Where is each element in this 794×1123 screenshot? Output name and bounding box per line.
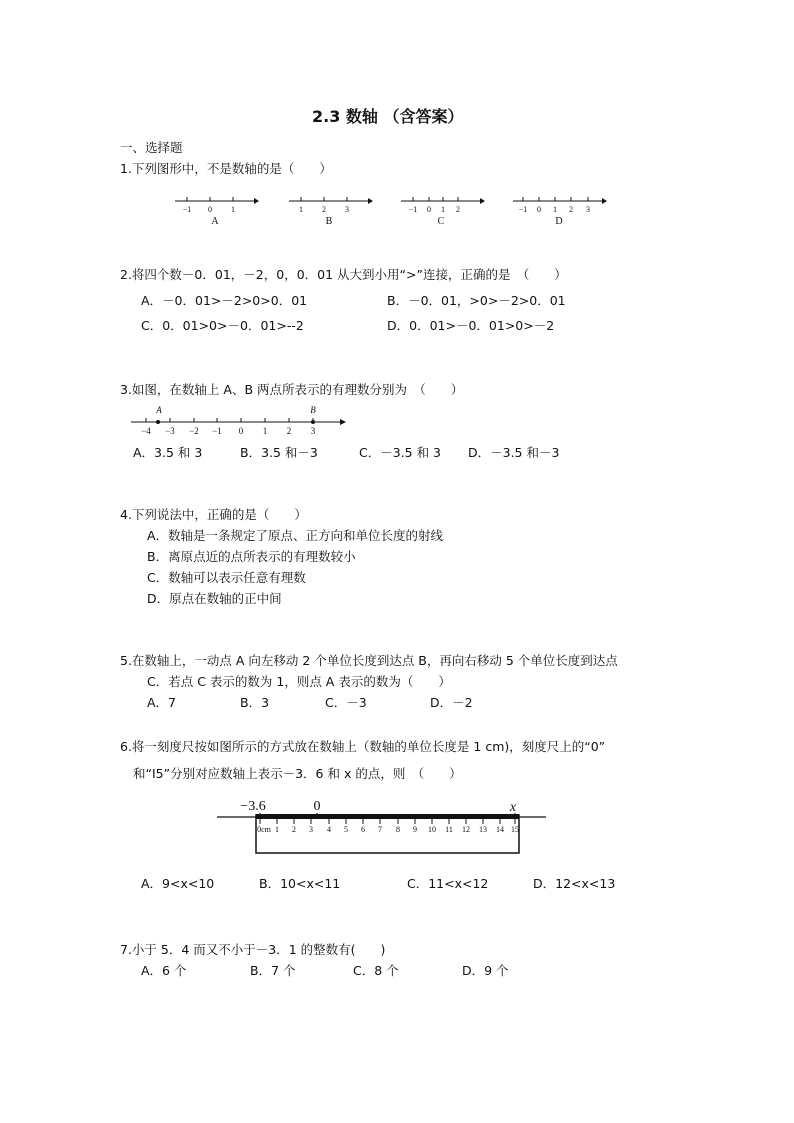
q6-stem-line1: 6.将一刻度尺按如图所示的方式放在数轴上（数轴的单位长度是 1 cm)，刻度尺上的“0” bbox=[120, 739, 606, 754]
ruler-mark: 14 bbox=[496, 825, 504, 834]
q1b-tick: 1 bbox=[299, 205, 303, 214]
q3-option-c: C．－3.5 和 3 bbox=[359, 445, 442, 460]
ruler-mark: 5 bbox=[344, 825, 348, 834]
q3-stem: 3.如图，在数轴上 A、B 两点所表示的有理数分别为 （ ） bbox=[120, 382, 464, 397]
q4-option-a: A．数轴是一条规定了原点、正方向和单位长度的射线 bbox=[147, 528, 444, 543]
q7-option-c: C．8 个 bbox=[353, 963, 399, 978]
q3-tick: −1 bbox=[212, 426, 222, 436]
q1d-tick: −1 bbox=[518, 205, 528, 214]
q1-figure-a bbox=[170, 192, 260, 228]
q1-figure-d bbox=[510, 192, 610, 228]
point-a-marker bbox=[156, 420, 160, 424]
q1d-label: D bbox=[555, 216, 563, 227]
q1d-tick: 1 bbox=[553, 205, 557, 214]
ruler-mark: 12 bbox=[462, 825, 470, 834]
q7-stem: 7.小于 5．4 而又不小于－3．1 的整数有( ) bbox=[120, 942, 386, 957]
q3-option-b: B．3.5 和－3 bbox=[240, 445, 318, 460]
q1a-tick: 1 bbox=[231, 205, 235, 214]
q6-option-b: B．10<x<11 bbox=[259, 876, 341, 891]
q1-stem: 1.下列图形中，不是数轴的是（ ） bbox=[120, 161, 332, 176]
q3-tick: 2 bbox=[286, 426, 292, 436]
q3-option-d: D．－3.5 和－3 bbox=[468, 445, 560, 460]
q1a-tick: 0 bbox=[208, 205, 212, 214]
q5-option-c: C．－3 bbox=[325, 695, 367, 710]
ruler-mark: 9 bbox=[413, 825, 417, 834]
q1b-tick: 2 bbox=[322, 205, 326, 214]
q6-option-c: C．11<x<12 bbox=[407, 876, 489, 891]
ruler-mark: 11 bbox=[445, 825, 453, 834]
q3-number-line bbox=[128, 403, 353, 439]
q1-figure-b bbox=[286, 192, 376, 228]
ruler-mark: 4 bbox=[327, 825, 331, 834]
q6-ruler-figure bbox=[215, 796, 550, 858]
q1-figure-c bbox=[398, 192, 488, 228]
q5-option-a: A．7 bbox=[147, 695, 177, 710]
q1d-tick: 3 bbox=[586, 205, 590, 214]
q2-option-c: C．0．01>0>－0．01>--2 bbox=[141, 318, 304, 333]
label-x: x bbox=[509, 800, 517, 815]
q1c-tick: 2 bbox=[456, 205, 460, 214]
q5-stem-line2: C．若点 C 表示的数为 1，则点 A 表示的数为（ ） bbox=[147, 674, 451, 689]
q4-stem: 4.下列说法中，正确的是（ ） bbox=[120, 507, 307, 522]
label-zero: 0 bbox=[313, 799, 321, 814]
q5-stem-line1: 5.在数轴上，一动点 A 向左移动 2 个单位长度到达点 B，再向右移动 5 个单位长度到达点 bbox=[120, 653, 618, 668]
q3-tick: −4 bbox=[141, 426, 151, 436]
point-b-label: B bbox=[310, 405, 316, 415]
ruler-mark: 2 bbox=[292, 825, 296, 834]
q1a-tick: −1 bbox=[182, 205, 192, 214]
q3-tick: −3 bbox=[165, 426, 175, 436]
q3-tick: 1 bbox=[262, 426, 268, 436]
q5-option-d: D．－2 bbox=[430, 695, 473, 710]
ruler-mark: 3 bbox=[309, 825, 313, 834]
q5-option-b: B．3 bbox=[240, 695, 270, 710]
q7-option-b: B．7 个 bbox=[250, 963, 296, 978]
q7-option-d: D．9 个 bbox=[462, 963, 509, 978]
label-minus-3-6: −3.6 bbox=[240, 799, 266, 814]
q6-stem-line2: 和“I5”分别对应数轴上表示－3．6 和 x 的点，则 （ ） bbox=[133, 766, 462, 781]
q6-option-a: A．9<x<10 bbox=[141, 876, 215, 891]
point-b-marker bbox=[311, 420, 315, 424]
q1a-label: A bbox=[211, 216, 219, 227]
q1c-label: C bbox=[437, 216, 445, 227]
ruler-mark: 10 bbox=[428, 825, 436, 834]
ruler-mark: 7 bbox=[378, 825, 382, 834]
q3-tick: −2 bbox=[189, 426, 199, 436]
q1d-tick: 2 bbox=[569, 205, 573, 214]
q2-option-b: B．－0．01，>0>－2>0．01 bbox=[387, 293, 566, 308]
q3-tick: 0 bbox=[238, 426, 244, 436]
q2-option-a: A．－0．01>－2>0>0．01 bbox=[141, 293, 308, 308]
section-heading: 一、选择题 bbox=[120, 140, 183, 155]
q3-option-a: A．3.5 和 3 bbox=[133, 445, 203, 460]
ruler-mark: 1 bbox=[275, 825, 279, 834]
ruler-mark: 13 bbox=[479, 825, 487, 834]
q4-option-d: D．原点在数轴的正中间 bbox=[147, 591, 282, 606]
q1c-tick: −1 bbox=[408, 205, 418, 214]
q3-tick: 3 bbox=[310, 426, 316, 436]
q4-option-b: B．离原点近的点所表示的有理数较小 bbox=[147, 549, 356, 564]
q6-option-d: D．12<x<13 bbox=[533, 876, 616, 891]
point-a-label: A bbox=[156, 405, 162, 415]
ruler-start-label: 0cm bbox=[257, 825, 271, 834]
ruler-mark: 15 bbox=[511, 825, 519, 834]
page-title: 2.3 数轴 （含答案） bbox=[312, 107, 464, 126]
q2-option-d: D．0．01>－0．01>0>－2 bbox=[387, 318, 555, 333]
q1d-tick: 0 bbox=[537, 205, 541, 214]
q1c-tick: 0 bbox=[427, 205, 431, 214]
q7-option-a: A．6 个 bbox=[141, 963, 187, 978]
q1c-tick: 1 bbox=[441, 205, 445, 214]
q1b-tick: 3 bbox=[345, 205, 349, 214]
ruler-mark: 6 bbox=[361, 825, 365, 834]
q1b-label: B bbox=[325, 216, 333, 227]
q4-option-c: C．数轴可以表示任意有理数 bbox=[147, 570, 306, 585]
q2-stem: 2.将四个数－0．01，－2，0，0．01 从大到小用“>”连接，正确的是 （ ） bbox=[120, 267, 567, 282]
ruler-mark: 8 bbox=[396, 825, 400, 834]
